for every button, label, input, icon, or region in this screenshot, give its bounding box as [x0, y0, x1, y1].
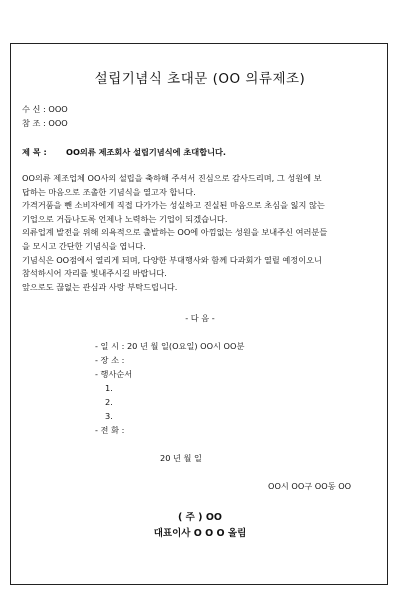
program-item: 2. [105, 397, 113, 407]
invitation-body [22, 172, 382, 294]
body-line: 답하는 마음으로 조촐한 기념식을 열고자 합니다. [22, 186, 196, 197]
program-label: - 행사순서 [95, 369, 133, 379]
body-line: 의류업계 발전을 위해 의욕적으로 출발하는 OO에 아낌없는 성원을 보내주신 여러분들 [22, 227, 328, 238]
body-line: 참석하시어 자리를 빛내주시길 바랍니다. [22, 268, 167, 279]
body-line: 기업으로 거듭나도록 언제나 노력하는 기업이 되겠습니다. [22, 213, 228, 224]
program-item: 3. [105, 411, 113, 421]
document-title: 설립기념식 초대문 (OO 의류제조) [94, 71, 306, 87]
event-place: - 장 소 : [95, 355, 125, 365]
signature-line: 대표이사 O O O 올림 [153, 528, 247, 539]
body-line: 앞으로도 끊없는 관심과 사랑 부탁드립니다. [22, 281, 178, 292]
program-item: 1. [105, 383, 113, 393]
body-line: OO의류 제조업체 OO사의 설립을 축하해 주셔서 진심으로 감사드리며, 그 성원에 보 [22, 173, 322, 183]
reference-line: 참 조 : OOO [22, 118, 68, 128]
event-datetime: - 일 시 : 20 년 월 일(O요일) OO시 OO분 [95, 341, 245, 351]
body-line: 을 모시고 간단한 기념식을 엽니다. [22, 240, 146, 251]
company-name: ( 주 ) OO [178, 512, 222, 523]
body-line: 가격거품을 뺀 소비자에게 직접 다가가는 성실하고 진실된 마음으로 초심을 잃지 않는 [22, 200, 325, 211]
subject-label: 제 목 : [22, 147, 47, 157]
body-line: 기념식은 OO점에서 열리게 되며, 다양한 부대행사와 함께 다과회가 열릴 예정이오니 [22, 254, 322, 265]
recipient-line: 수 신 : OOO [22, 104, 68, 114]
date-line: 20 년 월 일 [160, 453, 202, 463]
subject-text: OO의류 제조회사 설립기념식에 초대합니다. [66, 147, 227, 157]
address-line: OO시 OO구 OO동 OO [268, 481, 352, 491]
section-heading: - 다 음 - [185, 313, 215, 323]
event-phone: - 전 화 : [95, 425, 125, 435]
